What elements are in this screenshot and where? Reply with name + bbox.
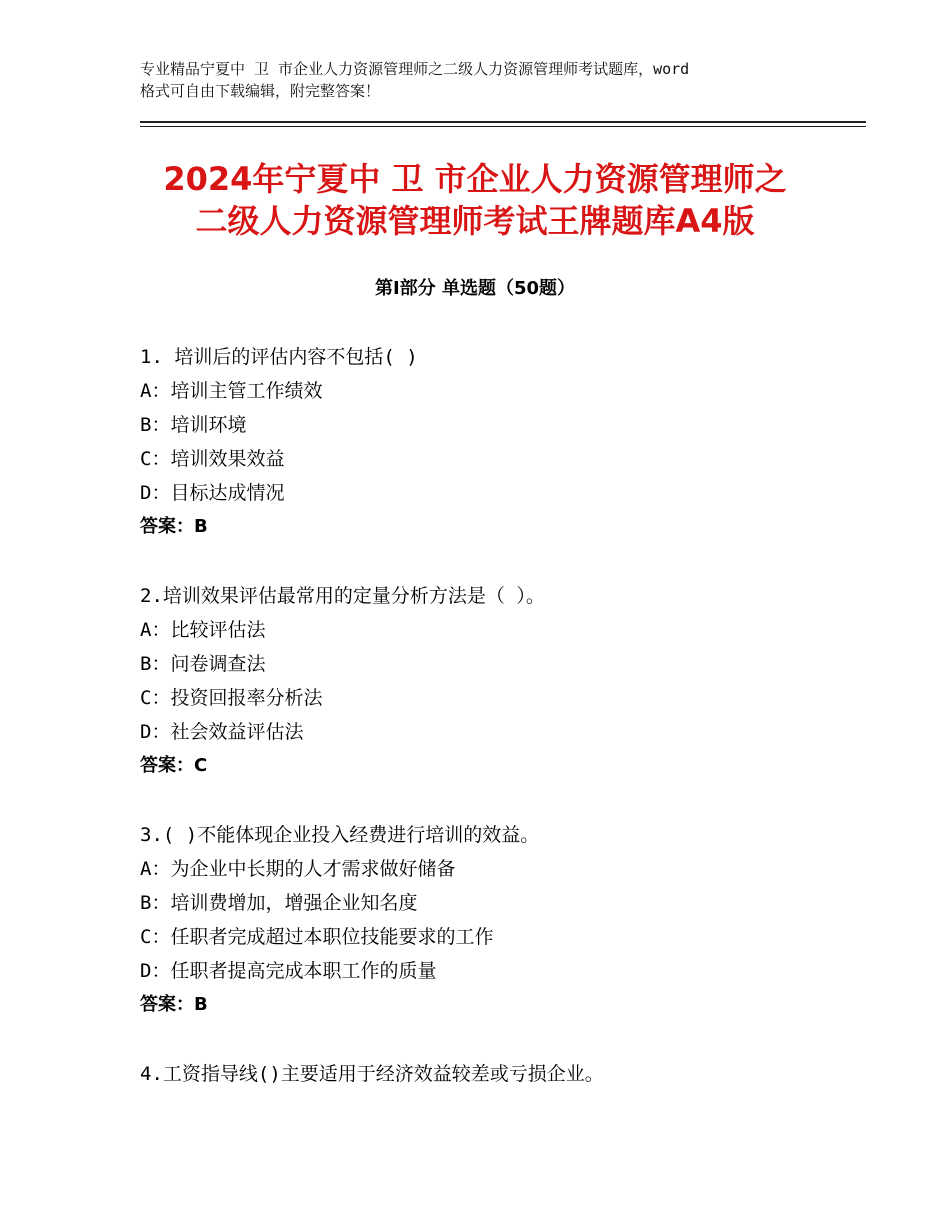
question-stem: 4.工资指导线()主要适用于经济效益较差或亏损企业。 (140, 1063, 604, 1085)
option-c: C：培训效果效益 (140, 448, 285, 470)
question-stem: 1. 培训后的评估内容不包括( ) (140, 346, 418, 368)
option-a: A：培训主管工作绩效 (140, 380, 323, 402)
answer: 答案：C (140, 755, 208, 776)
answer: 答案：B (140, 516, 208, 537)
question-1 (140, 340, 840, 544)
option-a: A：为企业中长期的人才需求做好储备 (140, 858, 456, 880)
option-d: D：任职者提高完成本职工作的质量 (140, 960, 437, 982)
question-stem: 2.培训效果评估最常用的定量分析方法是（ ）。 (140, 585, 545, 607)
document-title-line2: 二级人力资源管理师考试王牌题库A4版 (195, 202, 755, 240)
option-d: D：目标达成情况 (140, 482, 285, 504)
header-note-line2: 格式可自由下载编辑，附完整答案！ (140, 82, 381, 100)
document-title-line1: 2024年宁夏中 卫 市企业人力资源管理师之 (163, 160, 787, 198)
option-b: B：培训环境 (140, 414, 247, 436)
option-c: C：投资回报率分析法 (140, 687, 323, 709)
question-2 (140, 579, 840, 783)
option-d: D：社会效益评估法 (140, 721, 304, 743)
option-b: B：培训费增加，增强企业知名度 (140, 892, 418, 914)
header-note-line1: 专业精品宁夏中 卫 市企业人力资源管理师之二级人力资源管理师考试题库，word (140, 60, 690, 78)
option-b: B：问卷调查法 (140, 653, 266, 675)
header-note (140, 58, 830, 102)
question-stem: 3.( )不能体现企业投入经费进行培训的效益。 (140, 824, 540, 846)
option-a: A：比较评估法 (140, 619, 266, 641)
option-c: C：任职者完成超过本职位技能要求的工作 (140, 926, 494, 948)
question-4 (140, 1057, 840, 1091)
question-3 (140, 818, 840, 1022)
header-divider-thick (140, 121, 866, 123)
answer: 答案：B (140, 994, 208, 1015)
header-divider-thin (140, 126, 866, 127)
document-title (100, 158, 850, 242)
section-heading: 第Ⅰ部分 单选题（50题） (374, 278, 575, 299)
